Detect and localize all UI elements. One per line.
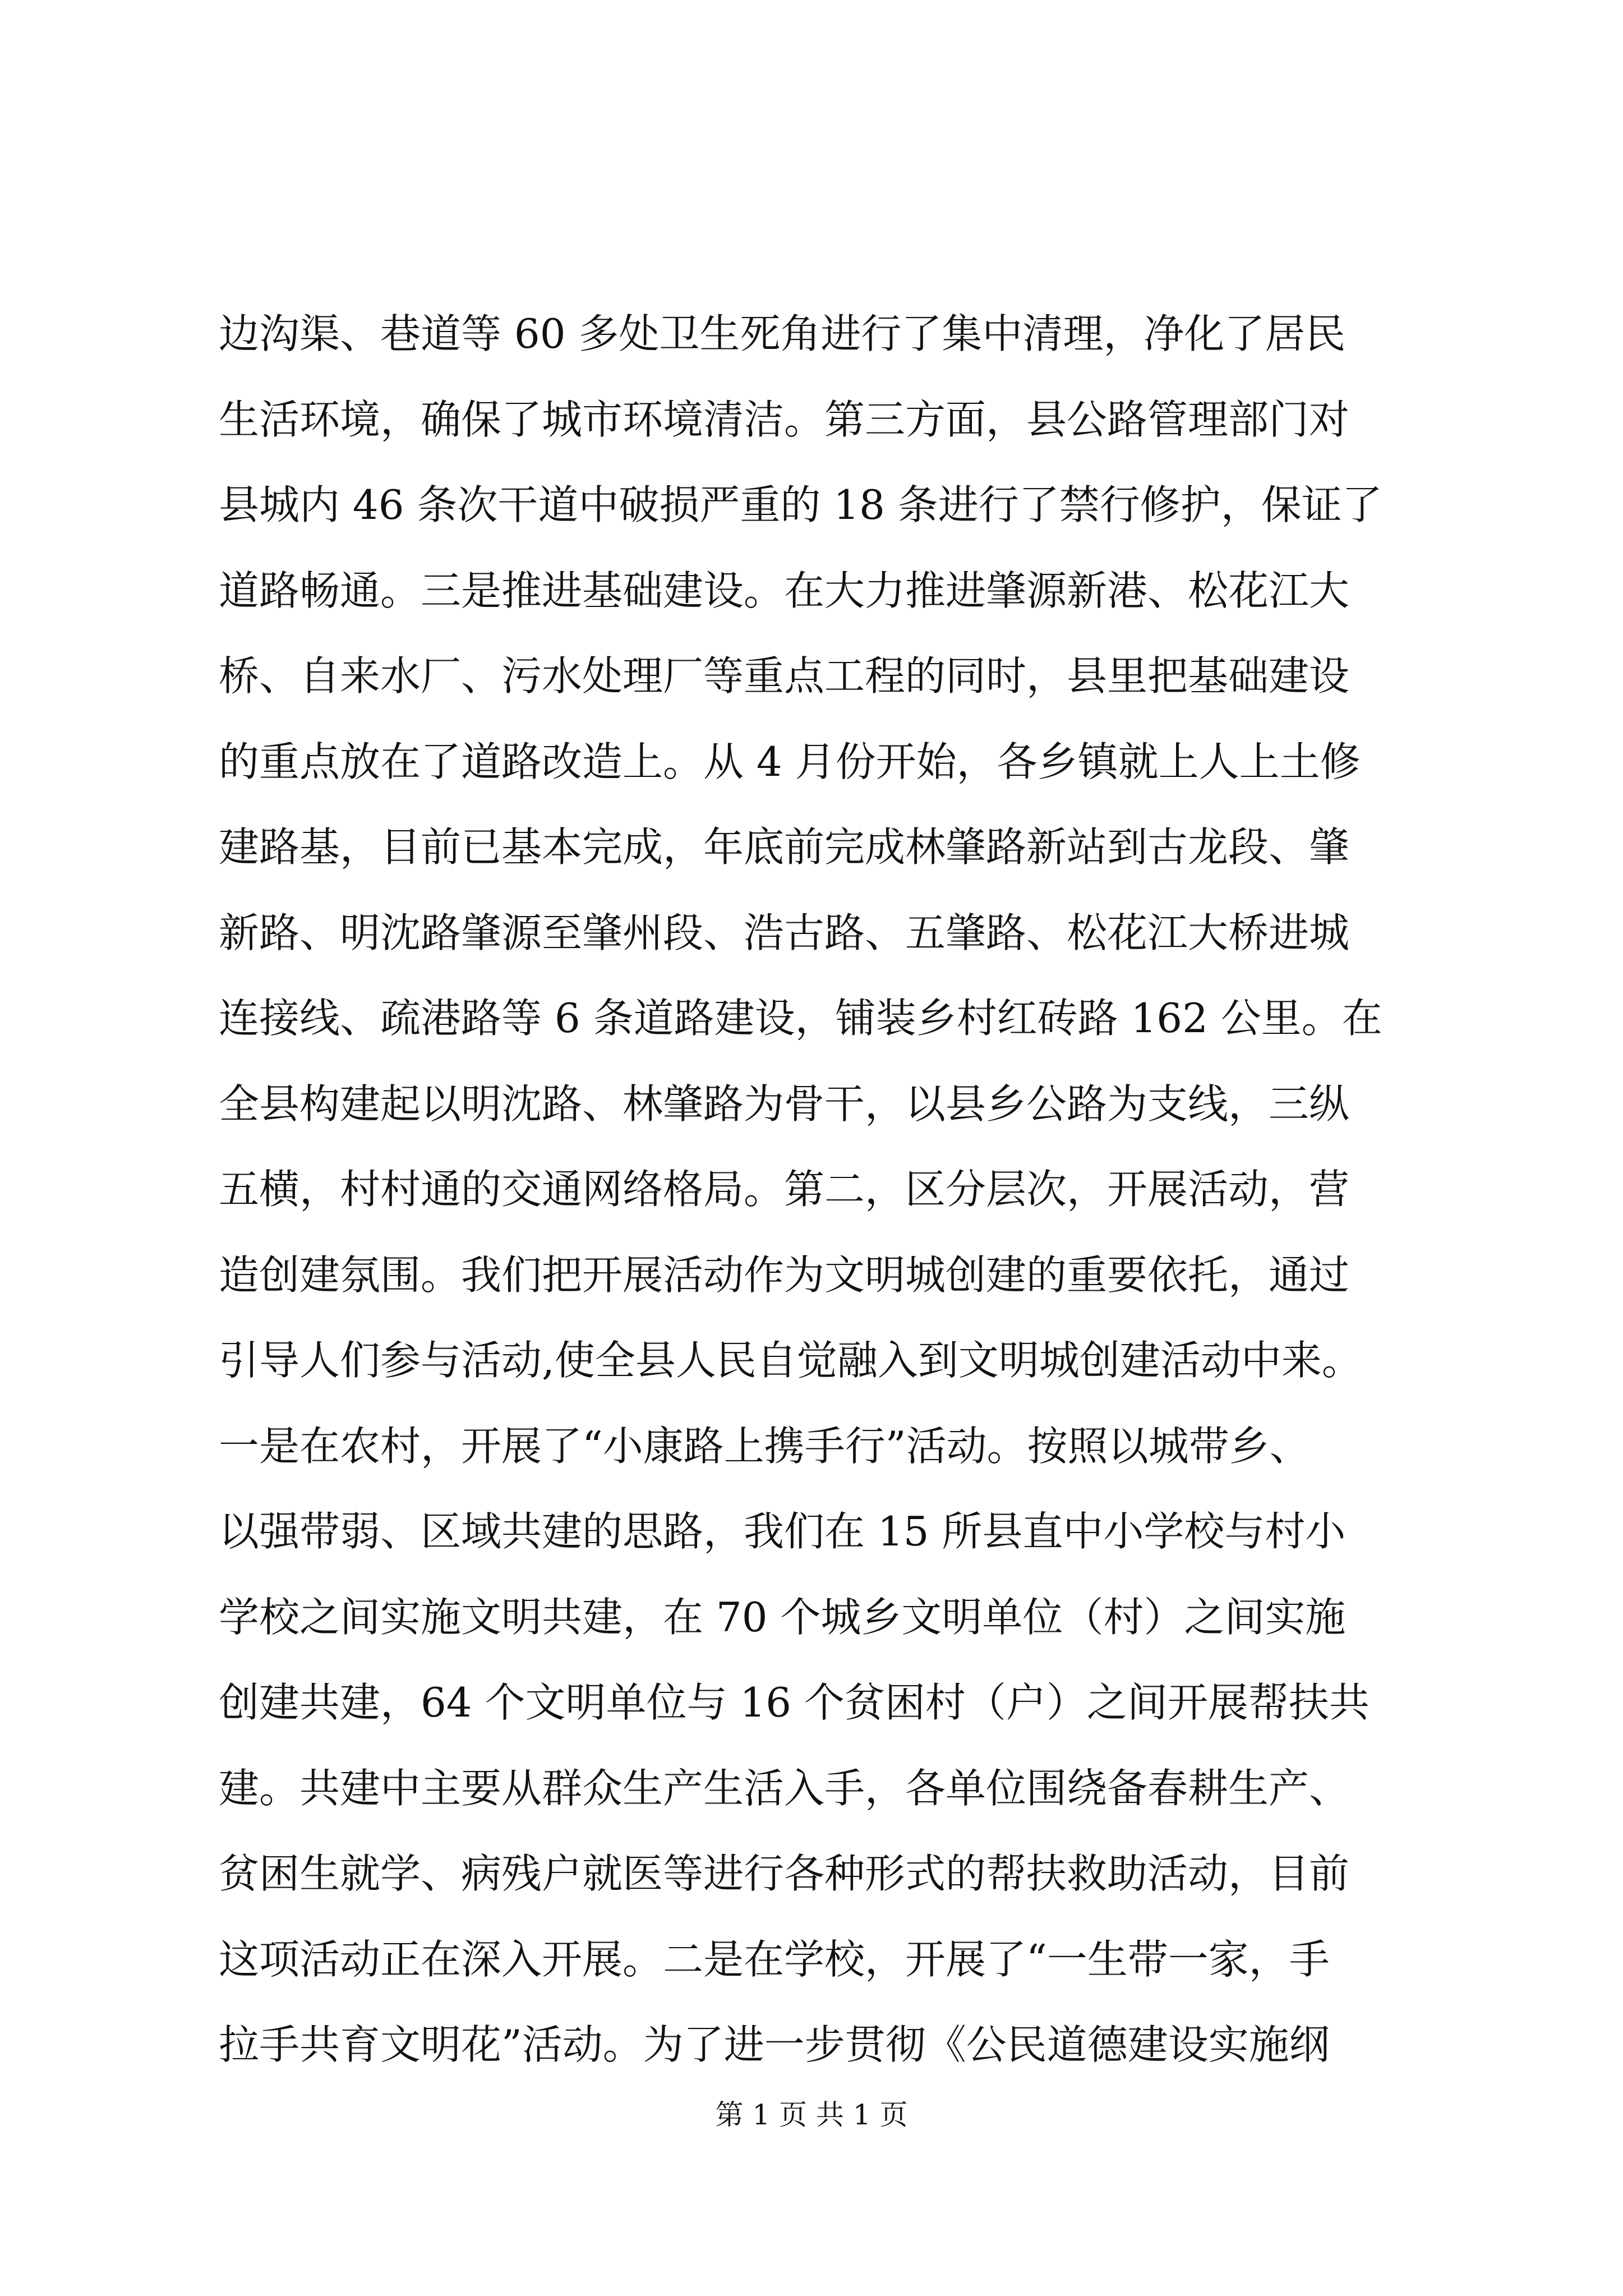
text-line: 五横，村村通的交通网络格局。第二，区分层次，开展活动，营: [219, 1166, 1350, 1213]
text-line: 道路畅通。三是推进基础建设。在大力推进肇源新港、松花江大: [219, 567, 1350, 614]
text-line: 拉手共育文明花”活动。为了进一步贯彻《公民道德建设实施纲: [219, 2021, 1330, 2068]
text-line: 生活环境，确保了城市环境清洁。第三方面，县公路管理部门对: [219, 396, 1350, 443]
page-footer: 第 1 页 共 1 页: [715, 2099, 908, 2131]
text-line: 全县构建起以明沈路、林肇路为骨干，以县乡公路为支线，三纵: [219, 1080, 1350, 1128]
text-line: 边沟渠、巷道等 60 多处卫生死角进行了集中清理，净化了居民: [219, 310, 1346, 357]
text-line: 贫困生就学、病残户就医等进行各种形式的帮扶救助活动，目前: [219, 1850, 1350, 1897]
text-line: 一是在农村，开展了“小康路上携手行”活动。按照以城带乡、: [219, 1423, 1310, 1470]
text-line: 建。共建中主要从群众生产生活入手，各单位围绕备春耕生产、: [219, 1765, 1350, 1812]
text-line: 的重点放在了道路改造上。从 4 月份开始，各乡镇就上人上土修: [219, 738, 1361, 785]
text-line: 桥、自来水厂、污水处理厂等重点工程的同时，县里把基础建设: [219, 652, 1350, 700]
text-line: 连接线、疏港路等 6 条道路建设，铺装乡村红砖路 162 公里。在: [219, 995, 1382, 1042]
text-line: 新路、明沈路肇源至肇州段、浩古路、五肇路、松花江大桥进城: [219, 909, 1350, 956]
text-line: 以强带弱、区域共建的思路，我们在 15 所县直中小学校与村小: [219, 1508, 1346, 1555]
text-line: 造创建氛围。我们把开展活动作为文明城创建的重要依托，通过: [219, 1251, 1350, 1299]
text-line: 县城内 46 条次干道中破损严重的 18 条进行了禁行修护，保证了: [219, 481, 1382, 528]
text-line: 创建共建，64 个文明单位与 16 个贫困村（户）之间开展帮扶共: [219, 1679, 1370, 1726]
text-line: 学校之间实施文明共建，在 70 个城乡文明单位（村）之间实施: [219, 1594, 1346, 1641]
text-line: 这项活动正在深入开展。二是在学校，开展了“一生带一家，手: [219, 1936, 1330, 1983]
text-line: 引导人们参与活动,使全县人民自觉融入到文明城创建活动中来。: [219, 1337, 1362, 1384]
text-line: 建路基，目前已基本完成，年底前完成林肇路新站到古龙段、肇: [219, 823, 1350, 871]
